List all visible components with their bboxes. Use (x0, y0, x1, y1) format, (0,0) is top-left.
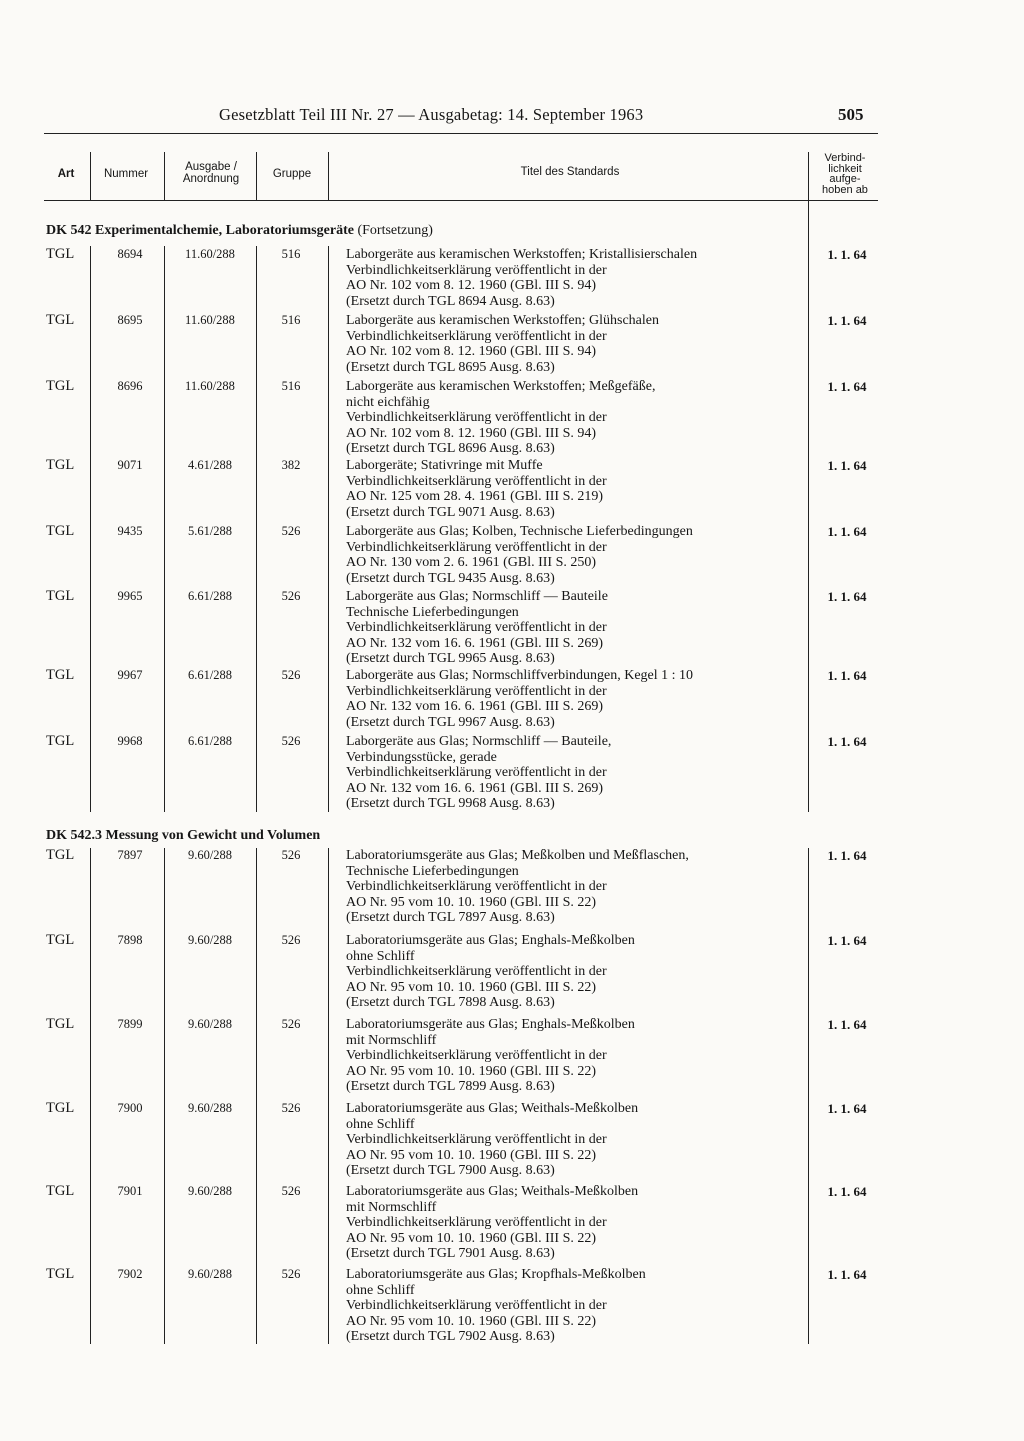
titel-line: AO Nr. 95 vom 10. 10. 1960 (GBl. III S. 22) (346, 1063, 597, 1079)
titel-cell (346, 313, 806, 375)
nummer-cell: 7901 (117, 1184, 143, 1198)
titel-line: Laborgeräte aus keramischen Werkstoffen; Glühschalen (346, 313, 659, 328)
titel-line: Verbindlichkeitserklärung veröffentlicht in der (346, 473, 607, 489)
titel-line: Laborgeräte aus Glas; Normschliff — Bauteile (346, 589, 608, 604)
nummer-cell: 7900 (117, 1101, 143, 1115)
column-divider (90, 246, 91, 812)
titel-line: Verbindlichkeitserklärung veröffentlicht in der (346, 765, 607, 780)
verbindlichkeit-cell: 1. 1. 64 (827, 458, 867, 473)
nummer-cell: 8696 (117, 379, 143, 393)
nummer-cell: 9967 (117, 668, 143, 682)
nummer-cell: 8695 (117, 313, 143, 327)
verbindlichkeit-cell: 1. 1. 64 (827, 668, 867, 683)
gruppe-cell: 526 (281, 848, 301, 862)
column-divider (256, 848, 257, 1344)
nummer-cell: 9071 (117, 458, 143, 472)
table-header (0, 149, 1024, 201)
titel-line: AO Nr. 130 vom 2. 6. 1961 (GBl. III S. 250) (346, 555, 597, 570)
section-heading (46, 828, 320, 844)
titel-line: (Ersetzt durch TGL 9435 Ausg. 8.63) (346, 570, 555, 586)
ausgabe-cell: 6.61/288 (187, 668, 233, 682)
titel-line: (Ersetzt durch TGL 8694 Ausg. 8.63) (346, 293, 555, 309)
ausgabe-cell: 9.60/288 (187, 933, 233, 947)
titel-line: Verbindungsstücke, gerade (346, 749, 497, 765)
art-cell: TGL (46, 932, 75, 948)
titel-line: mit Normschliff (346, 1199, 437, 1215)
titel-cell (346, 668, 806, 730)
verbindlichkeit-cell: 1. 1. 64 (827, 379, 867, 394)
col-verbindlichkeit (810, 153, 880, 195)
titel-cell (346, 734, 806, 812)
titel-line: ohne Schliff (346, 948, 415, 964)
gruppe-cell: 526 (281, 933, 301, 947)
titel-line: ohne Schliff (346, 1116, 415, 1132)
gruppe-cell: 526 (281, 524, 301, 538)
ausgabe-cell: 11.60/288 (185, 247, 235, 261)
ausgabe-cell: 6.61/288 (187, 589, 233, 603)
titel-cell (346, 1184, 806, 1262)
titel-line: Laborgeräte aus keramischen Werkstoffen; Meßgefäße, (346, 379, 656, 394)
titel-line: Verbindlichkeitserklärung veröffentlicht in der (346, 879, 607, 894)
titel-line: Technische Lieferbedingungen (346, 863, 519, 879)
titel-cell (346, 524, 806, 586)
header-divider (808, 152, 809, 200)
titel-line: Laborgeräte aus Glas; Normschliff — Bauteile, (346, 734, 612, 749)
ausgabe-cell: 9.60/288 (187, 1017, 233, 1031)
titel-line: Verbindlichkeitserklärung veröffentlicht in der (346, 1298, 607, 1313)
titel-line: Technische Lieferbedingungen (346, 604, 519, 620)
titel-line: (Ersetzt durch TGL 7898 Ausg. 8.63) (346, 995, 555, 1010)
art-cell: TGL (46, 246, 75, 262)
page-header (0, 105, 1024, 129)
nummer-cell: 7899 (117, 1017, 143, 1031)
titel-line: Laborgeräte aus Glas; Normschliffverbindungen, Kegel 1 : 10 (346, 668, 694, 683)
col-art: Art (57, 168, 75, 180)
header-bottom-rule (44, 200, 878, 201)
titel-line: AO Nr. 95 vom 10. 10. 1960 (GBl. III S. 22) (346, 894, 597, 910)
titel-line: Laboratoriumsgeräte aus Glas; Meßkolben und Meßflaschen, (346, 848, 689, 863)
art-cell: TGL (46, 457, 75, 473)
section-suffix: (Fortsetzung) (357, 223, 433, 238)
verbindlichkeit-cell: 1. 1. 64 (827, 1184, 867, 1199)
section-heading (46, 223, 433, 239)
gruppe-cell: 526 (281, 1101, 301, 1115)
titel-line: AO Nr. 95 vom 10. 10. 1960 (GBl. III S. 22) (346, 1147, 597, 1163)
section-title: Messung von Gewicht und Volumen (105, 828, 321, 843)
art-cell: TGL (46, 667, 75, 683)
titel-line: Verbindlichkeitserklärung veröffentlicht in der (346, 262, 607, 278)
titel-cell (346, 458, 806, 520)
gruppe-cell: 526 (281, 589, 301, 603)
gruppe-cell: 516 (281, 247, 301, 261)
art-cell: TGL (46, 847, 75, 863)
gruppe-cell: 516 (281, 379, 301, 393)
titel-line: (Ersetzt durch TGL 9968 Ausg. 8.63) (346, 796, 555, 811)
ausgabe-cell: 6.61/288 (187, 734, 233, 748)
titel-cell (346, 1101, 806, 1179)
titel-line: Verbindlichkeitserklärung veröffentlicht in der (346, 328, 607, 344)
column-divider (328, 246, 329, 812)
section-dk: DK 542.3 (46, 828, 102, 843)
header-divider (256, 152, 257, 200)
titel-line: (Ersetzt durch TGL 7902 Ausg. 8.63) (346, 1329, 555, 1344)
titel-cell (346, 1267, 806, 1345)
art-cell: TGL (46, 312, 75, 328)
column-divider (328, 848, 329, 1344)
titel-cell (346, 247, 806, 309)
titel-line: ohne Schliff (346, 1282, 415, 1298)
art-cell: TGL (46, 1183, 75, 1199)
col-verb-line-2: lichkeit (828, 162, 862, 175)
gazette-title: Gesetzblatt Teil III Nr. 27 — Ausgabetag: 14. September 1963 (219, 105, 644, 124)
column-divider (808, 200, 809, 812)
col-ausgabe-line-2: Anordnung (182, 172, 240, 185)
ausgabe-cell: 11.60/288 (185, 379, 235, 393)
titel-line: Laborgeräte aus keramischen Werkstoffen; Kristallisierschalen (346, 247, 698, 262)
titel-line: (Ersetzt durch TGL 7901 Ausg. 8.63) (346, 1246, 555, 1261)
nummer-cell: 8694 (117, 247, 143, 261)
titel-line: AO Nr. 132 vom 16. 6. 1961 (GBl. III S. 269) (346, 635, 604, 651)
titel-line: Laboratoriumsgeräte aus Glas; Enghals-Meßkolben (346, 1017, 635, 1032)
section-title: Experimentalchemie, Laboratoriumsgeräte (95, 223, 354, 238)
titel-line: (Ersetzt durch TGL 9071 Ausg. 8.63) (346, 504, 555, 520)
verbindlichkeit-cell: 1. 1. 64 (827, 1267, 867, 1282)
titel-cell (346, 1017, 806, 1095)
titel-line: (Ersetzt durch TGL 7899 Ausg. 8.63) (346, 1079, 555, 1094)
nummer-cell: 7902 (117, 1267, 143, 1281)
column-divider (90, 848, 91, 1344)
ausgabe-cell: 4.61/288 (187, 458, 233, 472)
ausgabe-cell: 9.60/288 (187, 1101, 233, 1115)
col-verb-line-4: hoben ab (822, 183, 868, 196)
titel-line: Verbindlichkeitserklärung veröffentlicht in der (346, 620, 607, 635)
header-divider (328, 152, 329, 200)
verbindlichkeit-cell: 1. 1. 64 (827, 848, 867, 863)
ausgabe-cell: 5.61/288 (187, 524, 233, 538)
col-titel: Titel des Standards (520, 166, 620, 178)
gruppe-cell: 526 (281, 668, 301, 682)
titel-line: Laborgeräte; Stativringe mit Muffe (346, 458, 543, 473)
nummer-cell: 9968 (117, 734, 143, 748)
titel-line: (Ersetzt durch TGL 8696 Ausg. 8.63) (346, 441, 555, 456)
titel-line: Laboratoriumsgeräte aus Glas; Kropfhals-Meßkolben (346, 1267, 646, 1282)
titel-line: Verbindlichkeitserklärung veröffentlicht in der (346, 410, 607, 425)
col-ausgabe (168, 162, 254, 185)
art-cell: TGL (46, 588, 75, 604)
col-gruppe: Gruppe (272, 168, 312, 180)
verbindlichkeit-cell: 1. 1. 64 (827, 734, 867, 749)
column-divider (256, 246, 257, 812)
verbindlichkeit-cell: 1. 1. 64 (827, 1101, 867, 1116)
gruppe-cell: 516 (281, 313, 301, 327)
titel-line: AO Nr. 132 vom 16. 6. 1961 (GBl. III S. 269) (346, 699, 604, 714)
titel-line: mit Normschliff (346, 1032, 437, 1048)
header-divider (164, 152, 165, 200)
ausgabe-cell: 11.60/288 (185, 313, 235, 327)
col-verb-line-1: Verbind- (824, 152, 866, 164)
header-rule (44, 133, 878, 134)
nummer-cell: 7898 (117, 933, 143, 947)
titel-line: AO Nr. 95 vom 10. 10. 1960 (GBl. III S. 22) (346, 1230, 597, 1246)
nummer-cell: 9965 (117, 589, 143, 603)
titel-line: Verbindlichkeitserklärung veröffentlicht in der (346, 683, 607, 699)
gruppe-cell: 526 (281, 1184, 301, 1198)
titel-cell (346, 589, 806, 667)
column-divider (164, 246, 165, 812)
titel-line: Laboratoriumsgeräte aus Glas; Weithals-Meßkolben (346, 1101, 639, 1116)
gruppe-cell: 382 (281, 458, 301, 472)
art-cell: TGL (46, 378, 75, 394)
titel-line: Verbindlichkeitserklärung veröffentlicht in der (346, 1132, 607, 1147)
titel-line: Verbindlichkeitserklärung veröffentlicht in der (346, 539, 607, 555)
gruppe-cell: 526 (281, 1267, 301, 1281)
verbindlichkeit-cell: 1. 1. 64 (827, 524, 867, 539)
titel-line: Verbindlichkeitserklärung veröffentlicht in der (346, 1048, 607, 1063)
gruppe-cell: 526 (281, 1017, 301, 1031)
page-number: 505 (838, 105, 864, 124)
verbindlichkeit-cell: 1. 1. 64 (827, 589, 867, 604)
ausgabe-cell: 9.60/288 (187, 1267, 233, 1281)
titel-cell (346, 848, 806, 926)
art-cell: TGL (46, 733, 75, 749)
titel-cell (346, 933, 806, 1011)
titel-line: Verbindlichkeitserklärung veröffentlicht in der (346, 964, 607, 979)
verbindlichkeit-cell: 1. 1. 64 (827, 247, 867, 262)
gruppe-cell: 526 (281, 734, 301, 748)
verbindlichkeit-cell: 1. 1. 64 (827, 933, 867, 948)
header-divider (90, 152, 91, 200)
col-verb-line-3: aufge- (829, 173, 861, 185)
titel-line: AO Nr. 102 vom 8. 12. 1960 (GBl. III S. 94) (346, 344, 597, 359)
ausgabe-cell: 9.60/288 (187, 848, 233, 862)
titel-line: AO Nr. 132 vom 16. 6. 1961 (GBl. III S. 269) (346, 780, 604, 796)
verbindlichkeit-cell: 1. 1. 64 (827, 313, 867, 328)
verbindlichkeit-cell: 1. 1. 64 (827, 1017, 867, 1032)
art-cell: TGL (46, 523, 75, 539)
titel-line: AO Nr. 95 vom 10. 10. 1960 (GBl. III S. 22) (346, 979, 597, 995)
titel-line: (Ersetzt durch TGL 9967 Ausg. 8.63) (346, 714, 555, 730)
column-divider (808, 848, 809, 1344)
titel-line: AO Nr. 102 vom 8. 12. 1960 (GBl. III S. 94) (346, 425, 597, 441)
titel-line: AO Nr. 125 vom 28. 4. 1961 (GBl. III S. 219) (346, 489, 604, 504)
art-cell: TGL (46, 1016, 75, 1032)
col-nummer: Nummer (103, 168, 149, 180)
titel-cell (346, 379, 806, 457)
art-cell: TGL (46, 1266, 75, 1282)
ausgabe-cell: 9.60/288 (187, 1184, 233, 1198)
column-divider (164, 848, 165, 1344)
titel-line: (Ersetzt durch TGL 8695 Ausg. 8.63) (346, 359, 555, 375)
titel-line: nicht eichfähig (346, 394, 430, 410)
section-dk: DK 542 (46, 223, 92, 238)
titel-line: AO Nr. 102 vom 8. 12. 1960 (GBl. III S. 94) (346, 278, 597, 293)
nummer-cell: 7897 (117, 848, 143, 862)
titel-line: Laboratoriumsgeräte aus Glas; Enghals-Meßkolben (346, 933, 635, 948)
titel-line: (Ersetzt durch TGL 7897 Ausg. 8.63) (346, 910, 555, 925)
titel-line: Laboratoriumsgeräte aus Glas; Weithals-Meßkolben (346, 1184, 639, 1199)
nummer-cell: 9435 (117, 524, 143, 538)
titel-line: (Ersetzt durch TGL 7900 Ausg. 8.63) (346, 1163, 555, 1178)
col-ausgabe-line-1: Ausgabe / (185, 161, 237, 173)
titel-line: Laborgeräte aus Glas; Kolben, Technische Lieferbedingungen (346, 524, 693, 539)
art-cell: TGL (46, 1100, 75, 1116)
titel-line: (Ersetzt durch TGL 9965 Ausg. 8.63) (346, 651, 555, 666)
titel-line: Verbindlichkeitserklärung veröffentlicht in der (346, 1215, 607, 1230)
titel-line: AO Nr. 95 vom 10. 10. 1960 (GBl. III S. 22) (346, 1313, 597, 1329)
